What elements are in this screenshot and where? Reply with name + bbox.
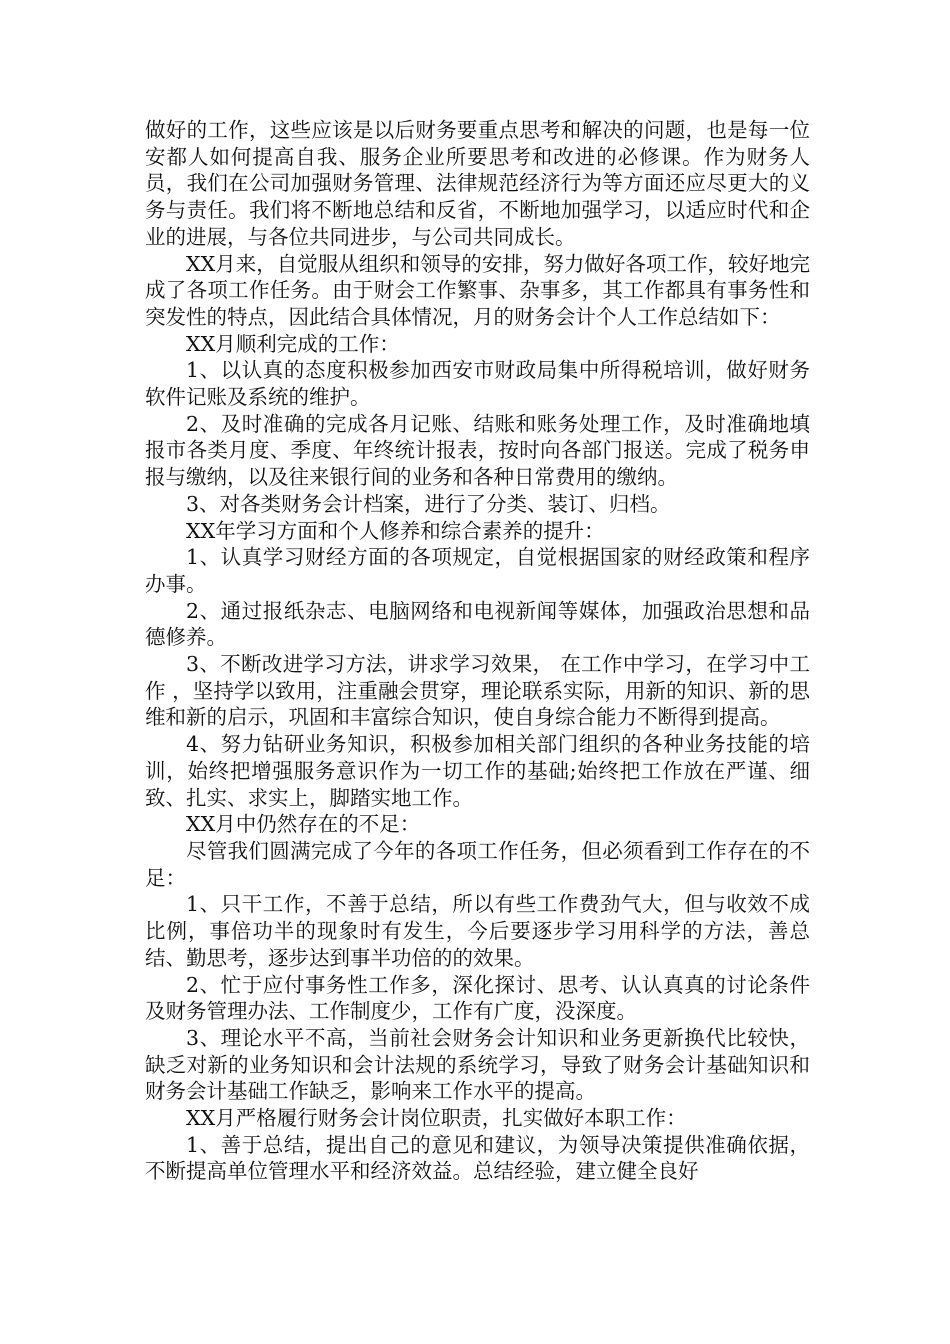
section-heading-completed-work: XX月顺利完成的工作：: [186, 331, 400, 356]
list-item: 4、努力钻研业务知识，积极参加相关部门组织的各种业务技能的培训，始终把增强服务意识作为一切工作的基础;始终把工作放在严谨、细致、扎实、求实上，脚踏实地工作。: [145, 732, 810, 810]
section-heading-duties: XX月严格履行财务会计岗位职责，扎实做好本职工作：: [186, 1106, 687, 1131]
list-item: 2、通过报纸杂志、电脑网络和电视新闻等媒体，加强政治思想和品德修养。: [145, 598, 810, 650]
list-item: 1、只干工作，不善于总结，所以有些工作费劲气大，但与收效不成比例，事倍功半的现象时有发生，今后要逐步学习用科学的方法，善总结、勤思考，逐步达到事半功倍的的效果。: [145, 892, 810, 970]
paragraph-2: XX月来，自觉服从组织和领导的安排，努力做好各项工作，较好地完成了各项工作任务。由于财会工作繁事、杂事多，其工作都具有事务性和突发性的特点，因此结合具体情况，月的财务会计个人工作总结如下：: [145, 251, 810, 329]
list-item: 1、善于总结，提出自己的意见和建议，为领导决策提供准确依据，不断提高单位管理水平和经济效益。总结经验，建立健全良好: [145, 1132, 810, 1184]
paragraph-1: 做好的工作，这些应该是以后财务要重点思考和解决的问题，也是每一位安都人如何提高自我、服务企业所要思考和改进的必修课。作为财务人员，我们在公司加强财务管理、法律规范经济行为等方面还应尽更大的义务与责任。我们将不断地总结和反省，不断地加强学习，以适应时代和企业的进展，与各位共同进步，与公司共同成长。: [145, 118, 810, 249]
list-item: 1、以认真的态度积极参加西安市财政局集中所得税培训，做好财务软件记账及系统的维护。: [145, 358, 810, 410]
document-body: [145, 117, 810, 1185]
list-item: 3、理论水平不高，当前社会财务会计知识和业务更新换代比较快，缺乏对新的业务知识和会计法规的系统学习，导致了财务会计基础知识和财务会计基础工作缺乏，影响来工作水平的提高。: [145, 1025, 810, 1104]
list-item: 3、不断改进学习方法，讲求学习效果， 在工作中学习，在学习中工作 ，坚持学以致用，注重融会贯穿，理论联系实际，用新的知识、新的思维和新的启示，巩固和丰富综合知识，使自身综合能力不断得到提高。: [145, 652, 810, 730]
list-item: 3、对各类财务会计档案，进行了分类、装订、归档。: [186, 491, 671, 516]
list-item: 2、及时准确的完成各月记账、结账和账务处理工作，及时准确地填报市各类月度、季度、年终统计报表，按时向各部门报送。完成了税务申报与缴纳，以及往来银行间的业务和各种日常费用的缴纳。: [145, 411, 810, 490]
paragraph-shortcomings-intro: 尽管我们圆满完成了今年的各项工作任务，但必须看到工作存在的不足：: [145, 838, 810, 890]
list-item: 2、忙于应付事务性工作多，深化探讨、思考、认认真真的讨论条件及财务管理办法、工作制度少，工作有广度，没深度。: [145, 972, 810, 1024]
section-heading-learning: XX年学习方面和个人修养和综合素养的提升：: [186, 518, 605, 543]
list-item: 1、认真学习财经方面的各项规定，自觉根据国家的财经政策和程序办事。: [145, 545, 810, 596]
section-heading-shortcomings: XX月中仍然存在的不足：: [186, 812, 421, 837]
